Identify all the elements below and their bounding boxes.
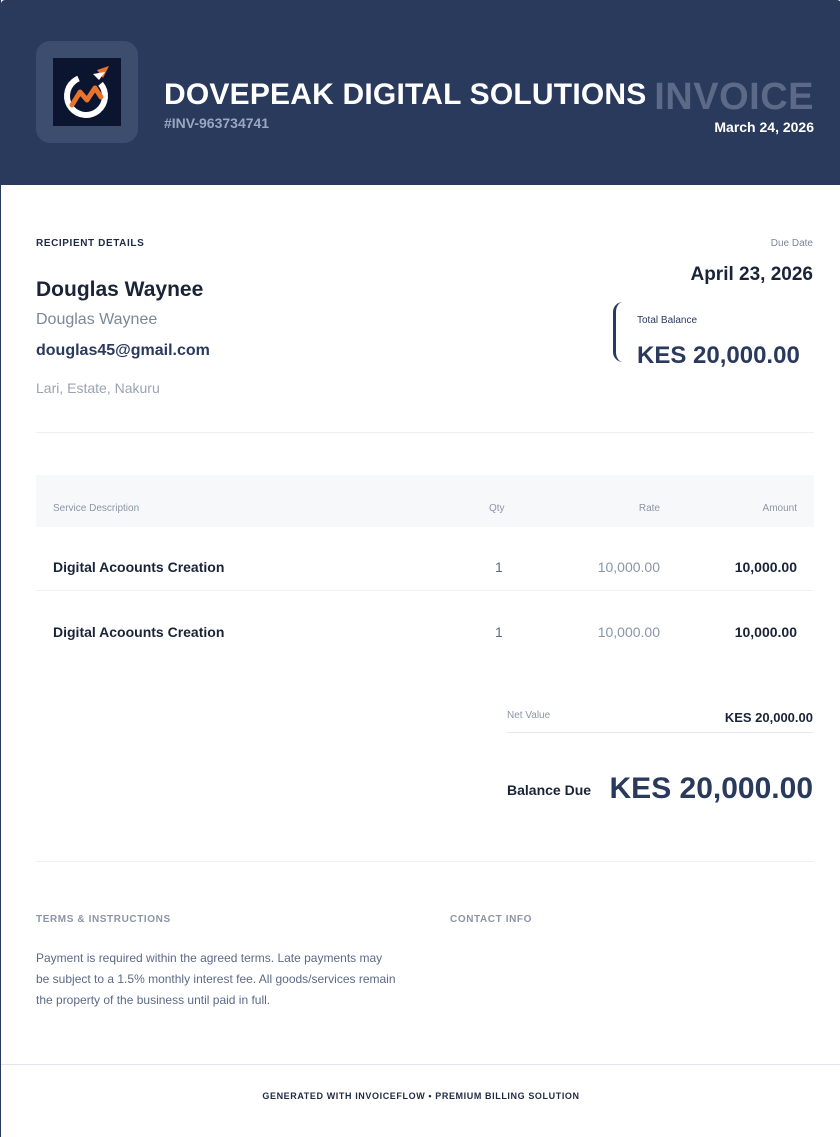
item-description: Digital Acoounts Creation <box>53 624 225 640</box>
recipient-contact-name: Douglas Waynee <box>36 311 158 328</box>
total-balance-label: Total Balance <box>637 315 698 326</box>
footer-divider <box>1 1064 840 1065</box>
due-date-label: Due Date <box>770 238 813 249</box>
invoice-date: March 24, 2026 <box>714 119 814 135</box>
item-qty: 1 <box>495 559 503 575</box>
balance-due-amount: KES 20,000.00 <box>609 772 813 805</box>
invoice-number: #INV-963734741 <box>164 115 270 131</box>
terms-text: Payment is required within the agreed terms. Late payments may be subject to a 1.5% monthly interest fee. All goods/services remain the property of the business until paid in full. <box>36 951 396 1007</box>
col-amount-header: Amount <box>762 503 797 514</box>
recipient-section-label: RECIPIENT DETAILS <box>36 238 145 249</box>
item-rate: 10,000.00 <box>597 559 660 575</box>
net-value-amount: KES 20,000.00 <box>724 710 813 725</box>
row-divider <box>36 590 814 591</box>
document-type-title: INVOICE <box>654 76 814 118</box>
due-date-value: April 23, 2026 <box>690 264 813 285</box>
section-divider <box>36 432 814 433</box>
logo-graphic <box>53 58 121 126</box>
dovepeak-logo-icon <box>53 58 121 126</box>
recipient-email: douglas45@gmail.com <box>36 342 210 359</box>
recipient-name: Douglas Waynee <box>36 278 204 301</box>
balance-bracket <box>613 302 625 362</box>
total-balance-value: KES 20,000.00 <box>637 342 800 369</box>
item-qty: 1 <box>495 624 503 640</box>
balance-due-label: Balance Due <box>507 782 592 798</box>
item-description: Digital Acoounts Creation <box>53 559 225 575</box>
col-qty-header: Qty <box>489 503 505 514</box>
net-value-label: Net Value <box>507 710 551 721</box>
logo-container <box>36 41 138 143</box>
section-divider <box>36 861 814 862</box>
company-name: DOVEPEAK DIGITAL SOLUTIONS <box>164 78 647 111</box>
col-description-header: Service Description <box>53 503 140 514</box>
item-amount: 10,000.00 <box>734 559 797 575</box>
terms-title: TERMS & INSTRUCTIONS <box>36 914 171 925</box>
table-row <box>36 527 814 591</box>
totals-divider <box>507 732 813 733</box>
item-rate: 10,000.00 <box>597 624 660 640</box>
footer-text: GENERATED WITH INVOICEFLOW • PREMIUM BILLING SOLUTION <box>262 1091 580 1101</box>
contact-info-title: CONTACT INFO <box>450 914 533 925</box>
item-amount: 10,000.00 <box>734 624 797 640</box>
table-row <box>36 592 814 656</box>
line-items-header <box>36 475 814 527</box>
invoice-header <box>1 0 840 185</box>
recipient-address: Lari, Estate, Nakuru <box>36 380 160 396</box>
col-rate-header: Rate <box>638 503 660 514</box>
